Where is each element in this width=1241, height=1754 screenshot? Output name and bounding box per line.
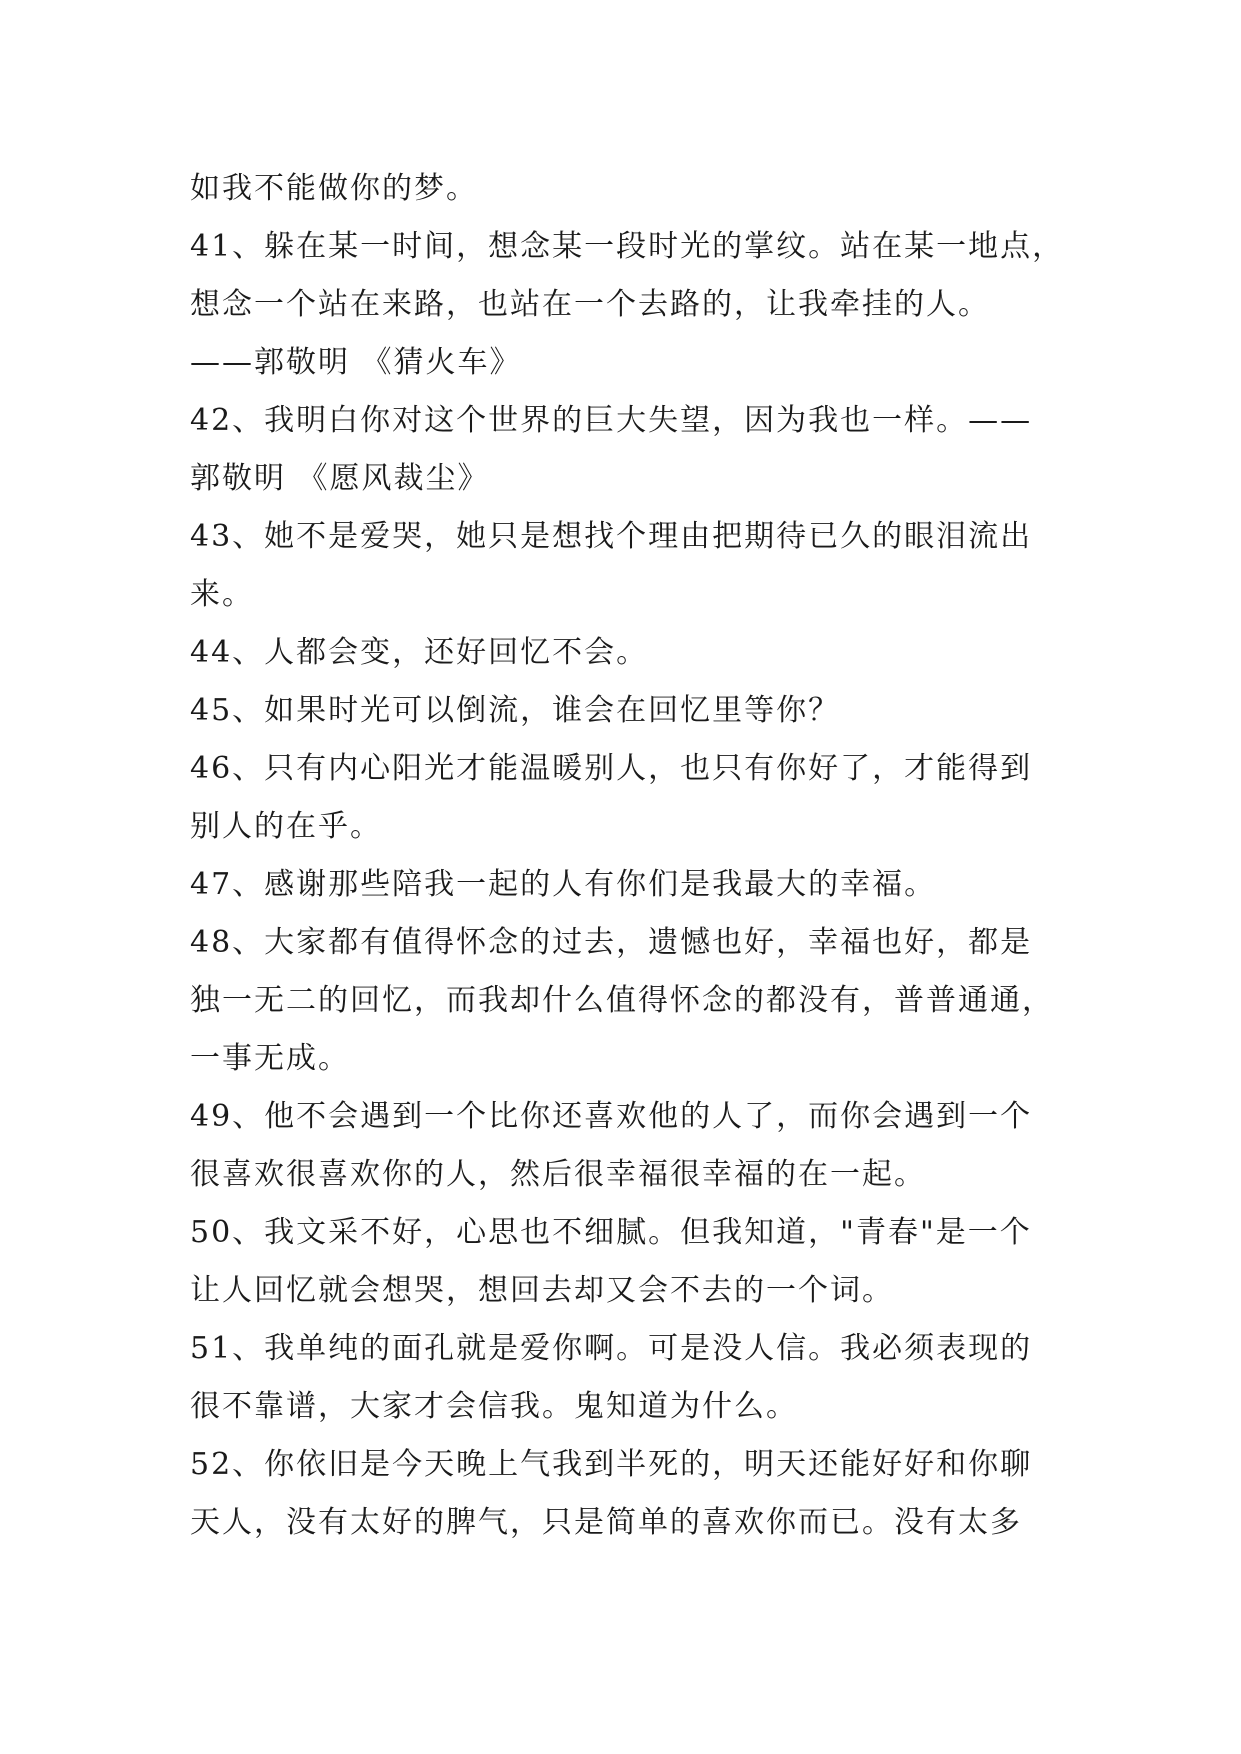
text-line: 独一无二的回忆，而我却什么值得怀念的都没有，普普通通， (190, 983, 1054, 1018)
text-line: 47、感谢那些陪我一起的人有你们是我最大的幸福。 (190, 867, 937, 902)
text-line: 49、他不会遇到一个比你还喜欢他的人了，而你会遇到一个 (190, 1099, 1033, 1134)
text-line: 让人回忆就会想哭，想回去却又会不去的一个词。 (190, 1273, 894, 1308)
text-line: 想念一个站在来路，也站在一个去路的，让我牵挂的人。 (190, 287, 990, 322)
text-line: ——郭敬明 《猜火车》 (190, 345, 522, 380)
text-line: 来。 (190, 577, 254, 612)
text-line: 43、她不是爱哭，她只是想找个理由把期待已久的眼泪流出 (190, 519, 1033, 554)
text-line: 46、只有内心阳光才能温暖别人，也只有你好了，才能得到 (190, 751, 1033, 786)
text-line: 很不靠谱，大家才会信我。鬼知道为什么。 (190, 1389, 798, 1424)
text-line: 如我不能做你的梦。 (190, 171, 478, 206)
body-text (190, 160, 1065, 1552)
text-line: 51、我单纯的面孔就是爱你啊。可是没人信。我必须表现的 (190, 1331, 1033, 1366)
text-line: 50、我文采不好，心思也不细腻。但我知道，"青春"是一个 (190, 1215, 1032, 1250)
text-line: 别人的在乎。 (190, 809, 382, 844)
text-line: 一事无成。 (190, 1041, 350, 1076)
text-line: 41、躲在某一时间，想念某一段时光的掌纹。站在某一地点， (190, 229, 1065, 264)
text-line: 郭敬明 《愿风裁尘》 (190, 461, 490, 496)
text-line: 45、如果时光可以倒流，谁会在回忆里等你？ (190, 693, 841, 728)
text-line: 44、人都会变，还好回忆不会。 (190, 635, 649, 670)
text-line: 天人，没有太好的脾气，只是简单的喜欢你而已。没有太多 (190, 1505, 1022, 1540)
text-line: 很喜欢很喜欢你的人，然后很幸福很幸福的在一起。 (190, 1157, 926, 1192)
text-line: 48、大家都有值得怀念的过去，遗憾也好，幸福也好，都是 (190, 925, 1033, 960)
text-line: 42、我明白你对这个世界的巨大失望，因为我也一样。—— (190, 403, 1033, 438)
text-line: 52、你依旧是今天晚上气我到半死的，明天还能好好和你聊 (190, 1447, 1033, 1482)
